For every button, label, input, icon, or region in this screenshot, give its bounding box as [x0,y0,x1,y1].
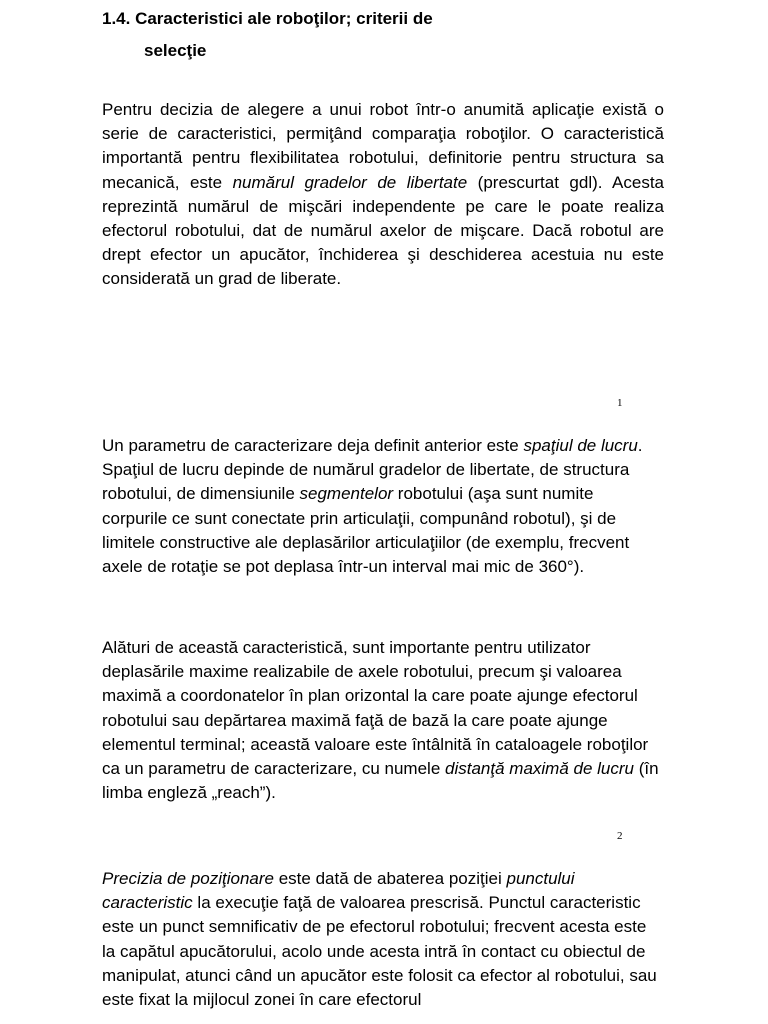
term-positioning-precision: Precizia de poziţionare [102,869,274,888]
page-number-1: 1 [617,397,623,409]
paragraph-positioning-precision: Precizia de poziţionare este dată de abaterea poziţiei punctului caracteristic la execuţie faţă de valoarea prescrisă. Punctul caracteristic este un punct semnificativ de pe efectorul robotului; frecvent acesta este la capătul apucătorului, acolo unde acesta intră în contact cu obiectul de manipulat, atunci când un apucător este folosit ca efector al robotului, sau este fixat la mijlocul zonei în care efectorul [102,869,657,1010]
paragraph-workspace: Un parametru de caracterizare deja definit anterior este spaţiul de lucru. Spaţiul de lucru depinde de numărul gradelor de libertate, de structura robotului, de dimensiunile segmentelor robotului (aşa sunt numite corpurile ce sunt conectate prin articulaţii, compunând robotul), şi de limitele constructive ale deplasărilor articulaţiilor (de exemplu, frecvent axele de rotaţie se pot deplasa într-un interval mai mic de 360°). [102,436,643,577]
paragraph-reach: Alături de această caracteristică, sunt importante pentru utilizator deplasările maxime realizabile de axele robotului, precum şi valoarea maximă a coordonatelor în plan orizontal la care poate ajunge efectorul robotului sau depărtarea maximă faţă de bază la care poate ajunge elementul terminal; această valoare este întâlnită în cataloagele roboţilor ca un parametru de caracterizare, cu numele distanţă maximă de lucru (în limba engleză „reach”). [102,638,659,803]
section-heading-line2: selecţie [144,41,207,60]
page-number-2: 2 [617,830,623,842]
section-heading-line1: 1.4. Caracteristici ale roboţilor; criterii de [102,9,433,28]
term-segments: segmentelor [299,484,394,504]
term-characteristic-point: punctului caracteristic [102,869,575,913]
term-max-reach: distanţă maximă de lucru [445,759,634,779]
term-degrees-of-freedom: numărul gradelor de libertate [232,172,468,192]
section-heading [102,3,622,67]
paragraph-degrees-of-freedom: Pentru decizia de alegere a unui robot într-o anumită aplicaţie există o serie de caracteristici, permiţând comparaţia roboţilor. O caracteristică importantă pentru flexibilitatea robotului, definitorie pentru structura sa mecanică, este numărul gradelor de libertate (prescurtat gdl). Acesta reprezintă numărul de mişcări independente pe care le poate realiza efectorul robotului, dat de numărul axelor de mişcare. Dacă robotul are drept efector un apucător, închiderea şi deschiderea acestuia nu este considerată un grad de liberate. [102,100,664,289]
term-workspace: spaţiul de lucru [523,436,638,455]
